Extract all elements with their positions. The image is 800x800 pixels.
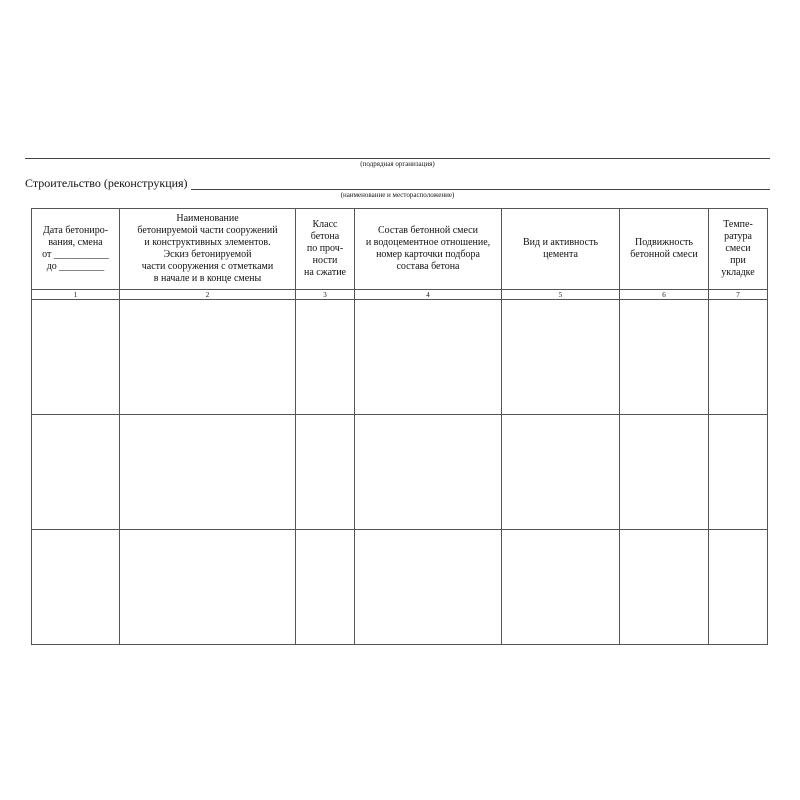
table-cell[interactable] [120, 530, 296, 645]
table-row [32, 300, 768, 415]
column-header-mix-temperature: Темпе- ратура смеси при укладке [709, 209, 768, 290]
table-cell[interactable] [620, 530, 709, 645]
table-cell[interactable] [502, 300, 620, 415]
column-number-6: 6 [620, 290, 709, 300]
table-cell[interactable] [32, 415, 120, 530]
table-cell[interactable] [120, 300, 296, 415]
column-number-2: 2 [120, 290, 296, 300]
construction-row [25, 174, 770, 190]
column-number-1: 1 [32, 290, 120, 300]
column-header-mix-composition: Состав бетонной смеси и водоцементное отношение, номер карточки подбора состава бетона [355, 209, 502, 290]
table-cell[interactable] [709, 415, 768, 530]
header-row [32, 209, 768, 290]
table-cell[interactable] [32, 530, 120, 645]
table-cell[interactable] [620, 300, 709, 415]
table-cell[interactable] [620, 415, 709, 530]
column-header-concrete-class: Класс бетона по проч- ности на сжатие [296, 209, 355, 290]
column-header-structure-name: Наименование бетонируемой части сооружений и конструктивных элементов. Эскиз бетонируемой части сооружения с отметками в начале и в конце смены [120, 209, 296, 290]
column-number-7: 7 [709, 290, 768, 300]
table-cell[interactable] [355, 530, 502, 645]
site-caption: (наименование и месторасположение) [340, 191, 455, 199]
column-number-5: 5 [502, 290, 620, 300]
table-row [32, 415, 768, 530]
table-cell[interactable] [296, 300, 355, 415]
column-number-4: 4 [355, 290, 502, 300]
table-cell[interactable] [709, 300, 768, 415]
concrete-works-journal-table [31, 208, 768, 645]
table-cell[interactable] [296, 530, 355, 645]
table-cell[interactable] [296, 415, 355, 530]
table-cell[interactable] [32, 300, 120, 415]
table-cell[interactable] [355, 300, 502, 415]
contractor-line[interactable] [25, 158, 770, 159]
contractor-caption: (подрядная организация) [360, 160, 435, 168]
construction-input-line[interactable] [191, 176, 770, 190]
table-cell[interactable] [120, 415, 296, 530]
table-cell[interactable] [502, 415, 620, 530]
table-row [32, 530, 768, 645]
table-cell[interactable] [355, 415, 502, 530]
column-number-row [32, 290, 768, 300]
column-header-date: Дата бетониро- вания, смена от ___________ до _________ [32, 209, 120, 290]
column-number-3: 3 [296, 290, 355, 300]
construction-label: Строительство (реконструкция) [25, 176, 188, 190]
table-cell[interactable] [709, 530, 768, 645]
table-cell[interactable] [502, 530, 620, 645]
column-header-cement-type: Вид и активность цемента [502, 209, 620, 290]
column-header-mix-mobility: Подвижность бетонной смеси [620, 209, 709, 290]
